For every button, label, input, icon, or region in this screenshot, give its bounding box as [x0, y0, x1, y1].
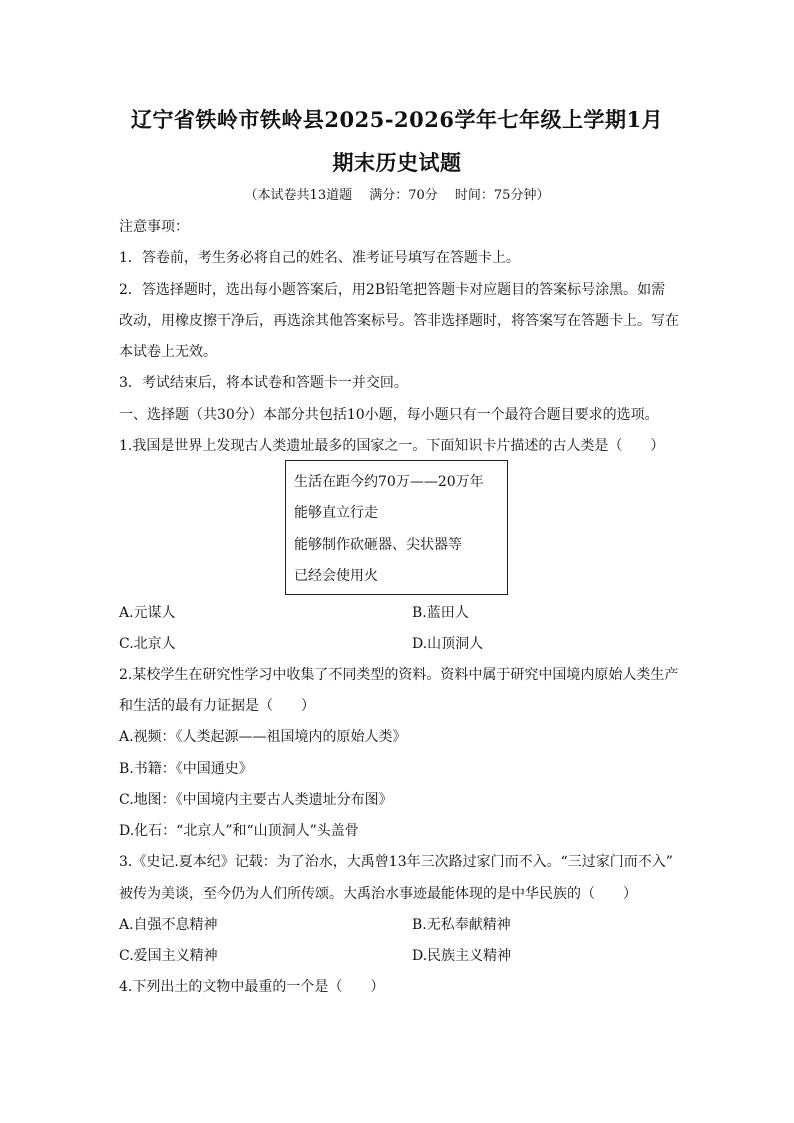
card-line: 已经会使用火: [294, 568, 378, 584]
question-3-stem-line-2: 被传为美谈，至今仍为人们所传颂。大禹治水事迹最能体现的是中华民族的（ ）: [119, 886, 637, 902]
question-4-stem: 4.下列出土的文物中最重的一个是（ ）: [119, 979, 385, 995]
exam-meta: （本试卷共13道题 满分：70分 时间：75分钟）: [244, 188, 550, 203]
card-line: 能够制作砍砸器、尖状器等: [294, 537, 462, 553]
q2-option-c: C.地图：《中国境内主要古人类遗址分布图》: [119, 792, 393, 808]
question-2-stem-line-1: 2.某校学生在研究性学习中收集了不同类型的资料。资料中属于研究中国境内原始人类生产: [119, 667, 679, 683]
question-1-stem: 1.我国是世界上发现古人类遗址最多的国家之一。下面知识卡片描述的古人类是（ ）: [119, 438, 665, 454]
note-3: 3．考试结束后，将本试卷和答题卡一并交回。: [119, 375, 408, 391]
q1-option-b: B.蓝田人: [412, 605, 469, 621]
note-2-line-1: 2．答选择题时，选出每小题答案后，用2B铅笔把答题卡对应题目的答案标号涂黑。如需: [119, 282, 666, 298]
q3-option-a: A.自强不息精神: [119, 917, 218, 933]
q2-option-a: A.视频：《人类起源——祖国境内的原始人类》: [119, 729, 407, 745]
note-1: 1．答卷前，考生务必将自己的姓名、准考证号填写在答题卡上。: [119, 250, 520, 266]
q3-option-b: B.无私奉献精神: [412, 917, 511, 933]
exam-title-line-2: 期末历史试题: [332, 150, 462, 175]
exam-title-line-1: 辽宁省铁岭市铁岭县2025-2026学年七年级上学期1月: [130, 107, 664, 132]
section-1-heading: 一、选择题（共30分）本部分共包括10小题，每小题只有一个最符合题目要求的选项。: [119, 407, 659, 423]
q1-option-c: C.北京人: [119, 636, 176, 652]
question-3-stem-line-1: 3.《史记.夏本纪》记载：为了治水，大禹曾13年三次路过家门而不入。“三过家门而不入”: [119, 854, 673, 870]
card-line: 能够直立行走: [294, 505, 378, 521]
q1-option-d: D.山顶洞人: [412, 636, 484, 652]
q2-option-d: D.化石：“北京人”和“山顶洞人”头盖骨: [119, 823, 359, 839]
card-line: 生活在距今约70万——20万年: [294, 474, 484, 490]
q3-option-d: D.民族主义精神: [412, 948, 512, 964]
q2-option-b: B.书籍：《中国通史》: [119, 761, 253, 777]
notes-heading: 注意事项：: [119, 219, 189, 235]
q3-option-c: C.爱国主义精神: [119, 948, 218, 964]
knowledge-card: [285, 460, 508, 595]
note-2-line-3: 本试卷上无效。: [119, 344, 217, 360]
q1-option-a: A.元谋人: [119, 605, 176, 621]
question-2-stem-line-2: 和生活的最有力证据是（ ）: [119, 698, 315, 714]
note-2-line-2: 改动，用橡皮擦干净后，再选涂其他答案标号。答非选择题时，将答案写在答题卡上。写在: [119, 313, 679, 329]
